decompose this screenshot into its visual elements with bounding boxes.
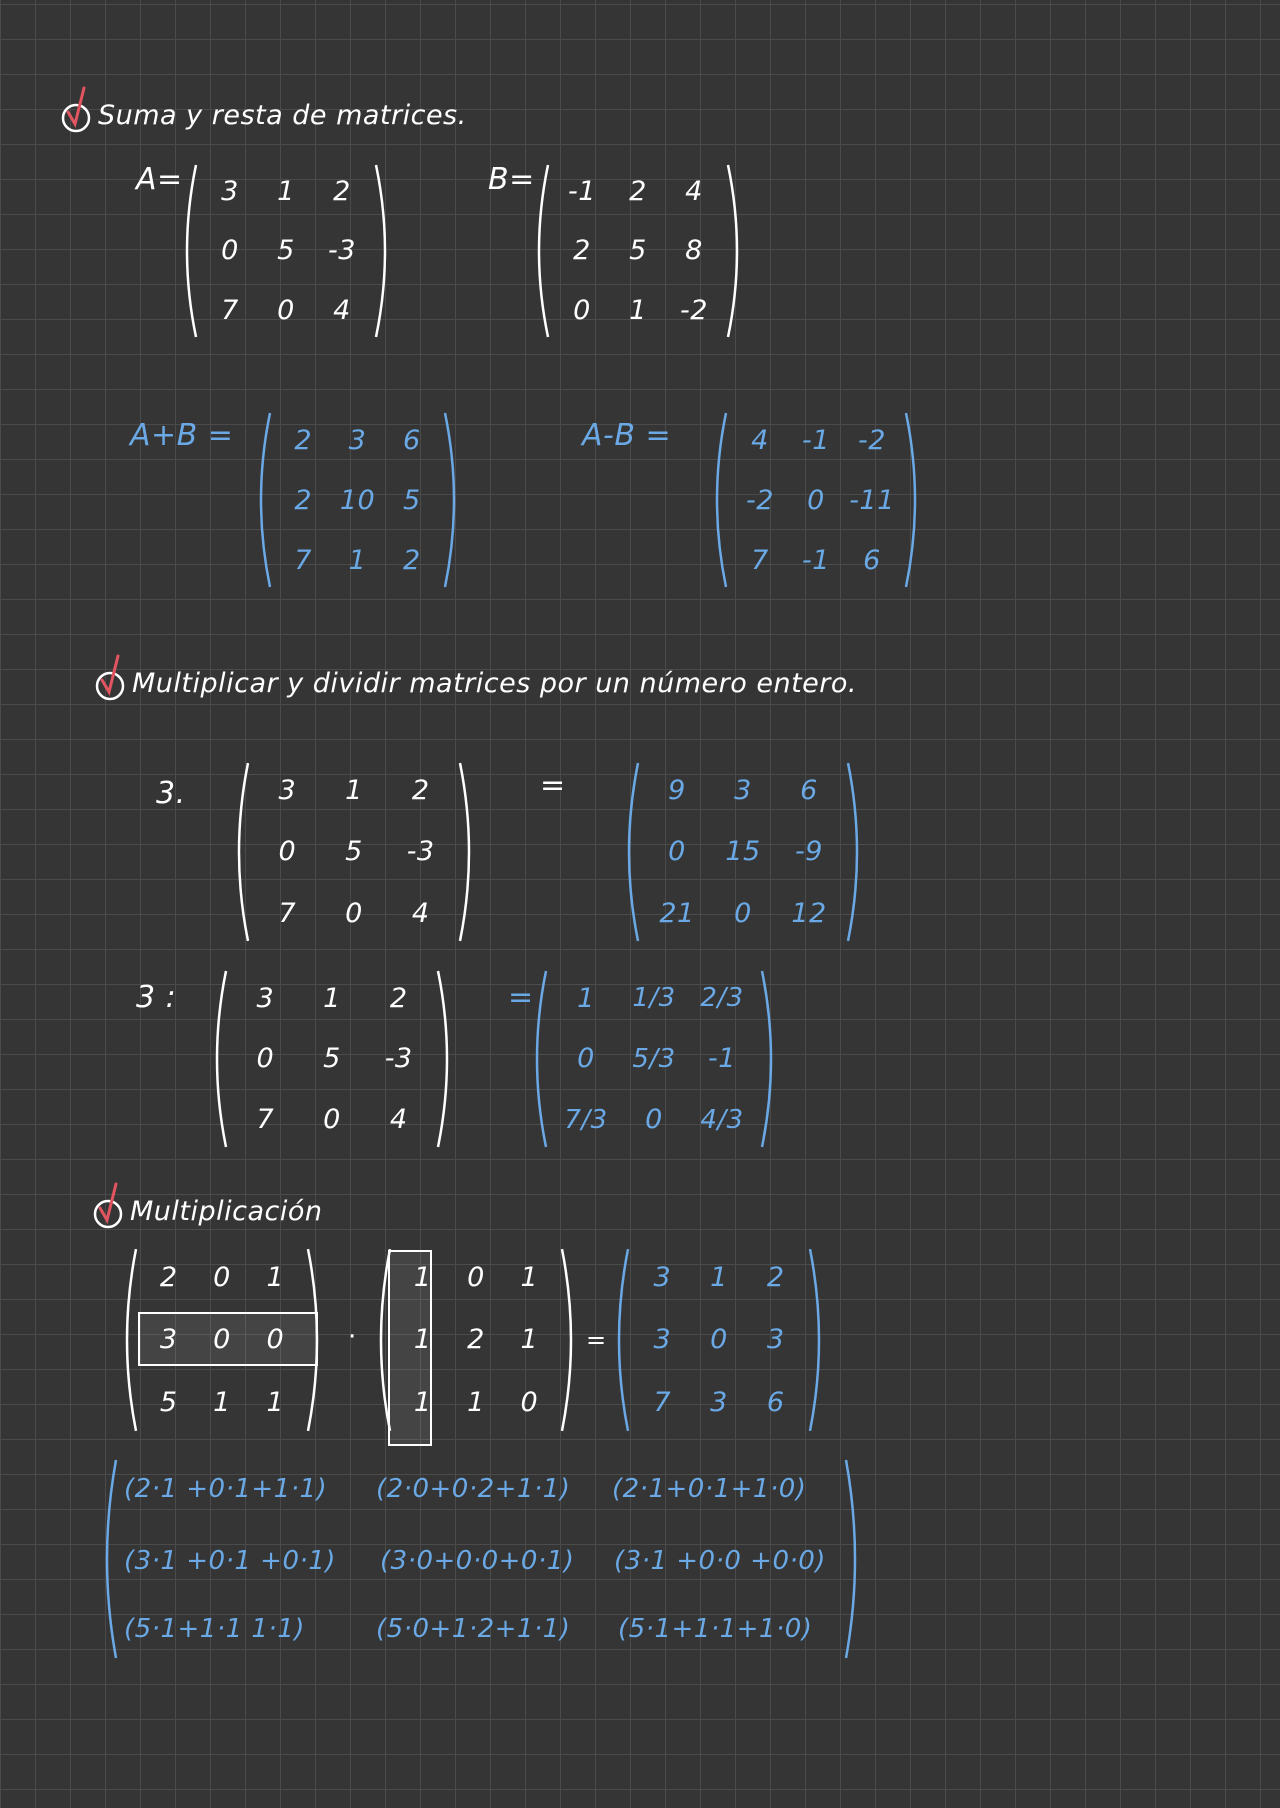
left-bracket [528,162,554,340]
matrix-cell: 7 [751,544,769,576]
matrix-a-label: A= [136,162,183,197]
matrix-cell: 1 [266,1387,285,1419]
multiply-dot: · [348,1322,357,1352]
expansion-cell: (5·0+1·2+1·1) [376,1614,571,1644]
matrix-cell: 0 [256,1043,275,1075]
scalar-divide-result [526,968,782,1150]
left-bracket [706,410,732,590]
matrix-cells [276,410,439,590]
left-bracket [96,1456,122,1662]
matrix-cell: 1 [629,294,647,326]
matrix-cell: 8 [685,235,703,267]
matrix-cell: 6 [402,424,421,456]
matrix-cell: 0 [278,836,297,868]
matrix-b-label: B= [488,162,535,197]
sum-label: A+B = [130,418,234,453]
matrix-cell: 1 [520,1324,539,1356]
matrix-cell: 4 [411,897,430,929]
matrix-cell: 3 [159,1324,178,1356]
product-result-matrix [608,1246,830,1434]
matrix-cell: 0 [467,1261,485,1293]
matrix-cell: 1 [323,982,341,1014]
matrix-cell: 4 [751,424,769,456]
matrix-cell: 7 [256,1104,275,1136]
matrix-cell: 1 [277,176,295,208]
matrix-cell: -1 [568,176,596,208]
checkmark-icon [96,1198,124,1226]
expansion-cell: (2·1+0·1+1·0) [612,1474,807,1504]
matrix-cell: 0 [668,836,686,868]
matrix-a-minus-b [706,410,926,590]
difference-label: A-B = [582,418,672,453]
right-bracket [370,162,396,340]
matrix-cell: 0 [573,294,591,326]
matrix-cells [732,410,900,590]
matrix-cell: 1 [710,1261,728,1293]
right-bracket [432,968,458,1150]
matrix-cell: -2 [746,484,774,516]
matrix-cell: 3 [221,176,239,208]
matrix-cell: -2 [858,424,886,456]
matrix-cell: 1 [413,1261,432,1293]
matrix-cell: -9 [795,836,823,868]
matrix-cell: 1 [413,1324,432,1356]
matrix-b [528,162,748,340]
matrix-cell: 7 [221,294,239,326]
matrix-cell: -3 [384,1043,413,1075]
matrix-cell: 3 [348,424,367,456]
matrix-cell: 2 [159,1261,178,1293]
right-bracket [722,162,748,340]
matrix-cell: 1 [266,1261,285,1293]
matrix-cell: 5 [345,836,363,868]
section-heading-scalar [98,668,857,699]
matrix-cell: 2 [389,982,408,1014]
left-bracket [250,410,276,590]
matrix-cell: 4 [389,1104,408,1136]
matrix-cell: 2 [573,235,591,267]
matrix-cell: 7/3 [564,1104,608,1135]
matrix-cell: -1 [802,544,830,576]
expansion-cell: (5·1+1·1 1·1) [124,1614,305,1644]
matrix-cell: 0 [323,1104,341,1136]
matrix-cell: 0 [710,1324,728,1356]
matrix-cell: 7 [653,1387,672,1419]
matrix-cell: 2 [402,544,421,576]
matrix-cell: 7 [294,544,312,576]
matrix-cell: 1 [413,1387,432,1419]
scalar-multiply-matrix [228,760,480,944]
equals-sign: = [540,768,566,803]
matrix-cell: 1 [520,1261,539,1293]
expansion-cell: (5·1+1·1+1·0) [618,1614,813,1644]
matrix-cell: 1 [213,1387,231,1419]
matrix-cell: 7 [278,897,297,929]
left-bracket [526,968,552,1150]
matrix-cell: 3 [653,1324,672,1356]
right-bracket [454,760,480,944]
matrix-cell: -3 [328,235,356,267]
matrix-cell: 5 [402,484,421,516]
matrix-cell: 5 [629,235,647,267]
matrix-cell: 5 [277,235,295,267]
row-highlight [138,1312,318,1366]
matrix-cells [554,162,722,340]
matrix-cell: 1 [345,775,363,807]
matrix-cells [644,760,842,944]
equals-sign: = [508,980,534,1015]
expansion-cell: (2·0+0·2+1·1) [376,1474,571,1504]
section-heading-sum [64,100,467,131]
expansion-cell: (3·0+0·0+0·1) [380,1546,575,1576]
matrix-cell: 2 [333,176,351,208]
matrix-cell: 1 [348,544,367,576]
matrix-cell: 0 [577,1043,595,1075]
matrix-cell: 15 [725,836,761,868]
matrix-cell: 3 [278,775,297,807]
scalar-divide-label: 3 : [136,980,177,1015]
matrix-cell: 4/3 [700,1104,744,1135]
left-bracket [608,1246,634,1434]
matrix-cell: 5/3 [632,1043,676,1074]
matrix-cell: 3 [766,1324,785,1356]
matrix-cell: 2 [766,1261,785,1293]
matrix-cell: 6 [863,544,881,576]
matrix-cell: 0 [345,897,363,929]
matrix-cell: 2 [467,1324,485,1356]
matrix-cell: 5 [323,1043,341,1075]
matrix-cell: 3 [256,982,275,1014]
section-heading-product [96,1196,323,1227]
checkmark-icon [98,670,126,698]
matrix-cell: 0 [266,1324,285,1356]
matrix-cell: 0 [213,1261,231,1293]
matrix-cell: 3 [653,1261,672,1293]
matrix-cell: -1 [708,1043,736,1075]
matrix-cell: 5 [159,1387,178,1419]
matrix-cell: 4 [333,294,351,326]
matrix-cell: 2/3 [700,983,744,1014]
left-bracket [228,760,254,944]
right-bracket [900,410,926,590]
matrix-cell: 2 [411,775,430,807]
matrix-cell: -2 [680,294,708,326]
matrix-cells [202,162,370,340]
right-bracket [840,1456,866,1662]
checkmark-icon [64,102,92,130]
right-bracket [439,410,465,590]
matrix-cell: 1 [467,1387,485,1419]
section-title: Suma y resta de matrices. [98,100,467,131]
matrix-cell: -1 [802,424,830,456]
expansion-cell: (3·1 +0·0 +0·0) [614,1546,826,1576]
matrix-cells [634,1246,804,1434]
matrix-cell: 0 [221,235,239,267]
matrix-cells [232,968,432,1150]
column-highlight [388,1250,432,1446]
right-bracket [804,1246,830,1434]
scalar-multiply-result [618,760,868,944]
matrix-cell: -3 [406,836,435,868]
matrix-cell: 0 [213,1324,231,1356]
matrix-cell: 2 [294,484,312,516]
matrix-cell: -11 [849,484,895,516]
matrix-cell: 0 [277,294,295,326]
matrix-cell: 3 [710,1387,728,1419]
expansion-cell: (2·1 +0·1+1·1) [124,1474,328,1504]
matrix-cell: 3 [734,775,752,807]
matrix-cell: 0 [807,484,825,516]
matrix-a [176,162,396,340]
matrix-cell: 2 [294,424,312,456]
matrix-cell: 4 [685,176,703,208]
matrix-cells [552,968,756,1150]
matrix-cells [254,760,454,944]
right-bracket [556,1246,582,1434]
right-bracket [756,968,782,1150]
scalar-multiply-label: 3. [156,776,186,811]
matrix-cell: 9 [668,775,686,807]
left-bracket [176,162,202,340]
matrix-cell: 0 [734,897,752,929]
matrix-cell: 2 [629,176,647,208]
matrix-cell: 0 [520,1387,539,1419]
matrix-cell: 6 [800,775,818,807]
section-title: Multiplicar y dividir matrices por un número entero. [132,668,857,699]
scalar-divide-matrix [206,968,458,1150]
section-title: Multiplicación [130,1196,323,1227]
left-bracket [206,968,232,1150]
matrix-cell: 10 [339,484,376,516]
right-bracket [842,760,868,944]
matrix-cell: 21 [659,897,695,929]
matrix-cell: 1/3 [632,983,676,1014]
matrix-cell: 6 [766,1387,785,1419]
matrix-cell: 12 [791,897,827,929]
equals-sign: = [586,1326,607,1354]
matrix-cell: 1 [577,982,595,1014]
matrix-a-plus-b [250,410,465,590]
expansion-cell: (3·1 +0·1 +0·1) [124,1546,336,1576]
matrix-cell: 0 [645,1104,663,1136]
left-bracket [618,760,644,944]
